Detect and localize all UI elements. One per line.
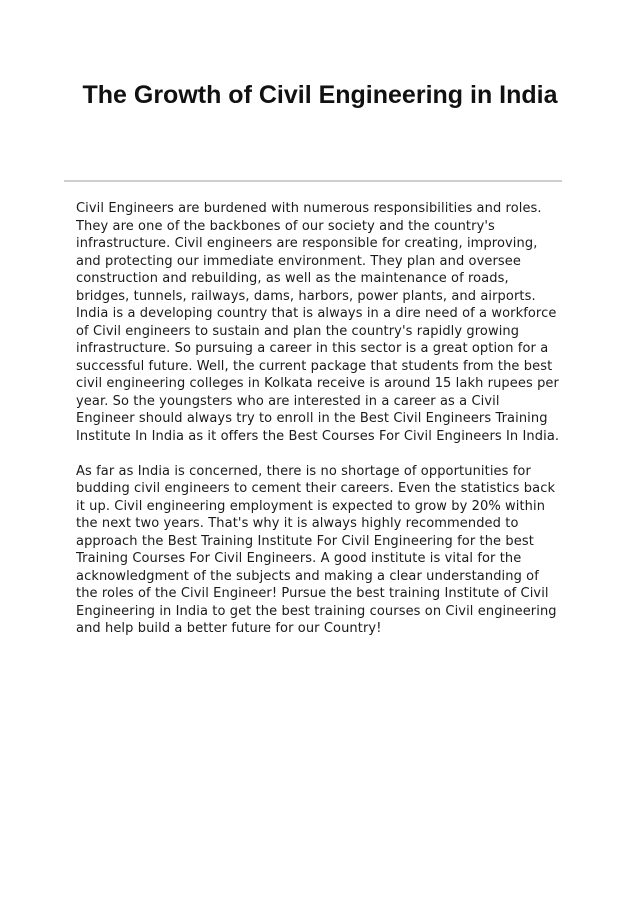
document-body <box>76 200 562 655</box>
paragraph-1: Civil Engineers are burdened with numerous responsibilities and roles. They are one of the backbones of our society and the country's infrastructure. Civil engineers are responsible for creating, improving, and protecting our immediate environment. They plan and oversee construction and rebuilding, as well as the maintenance of roads, bridges, tunnels, railways, dams, harbors, power plants, and airports. India is a developing country that is always in a dire need of a workforce of Civil engineers to sustain and plan the country's rapidly growing infrastructure. So pursuing a career in this sector is a great option for a successful future. Well, the current package that students from the best civil engineering colleges in Kolkata receive is around 15 lakh rupees per year. So the youngsters who are interested in a career as a Civil Engineer should always try to enroll in the Best Civil Engineers Training Institute In India as it offers the Best Courses For Civil Engineers In India. <box>76 201 560 444</box>
document-title: The Growth of Civil Engineering in India <box>82 81 558 109</box>
paragraph-2: As far as India is concerned, there is no shortage of opportunities for budding civil engineers to cement their careers. Even the statistics back it up. Civil engineering employment is expected to grow by 20% within the next two years. That's why it is always highly recommended to approach the Best Training Institute For Civil Engineering for the best Training Courses For Civil Engineers. A good institute is vital for the acknowledgment of the subjects and making a clear understanding of the roles of the Civil Engineer! Pursue the best training Institute of Civil Engineering in India to get the best training courses on Civil engineering and help build a better future for our Country! <box>76 463 557 636</box>
title-divider <box>64 180 562 182</box>
